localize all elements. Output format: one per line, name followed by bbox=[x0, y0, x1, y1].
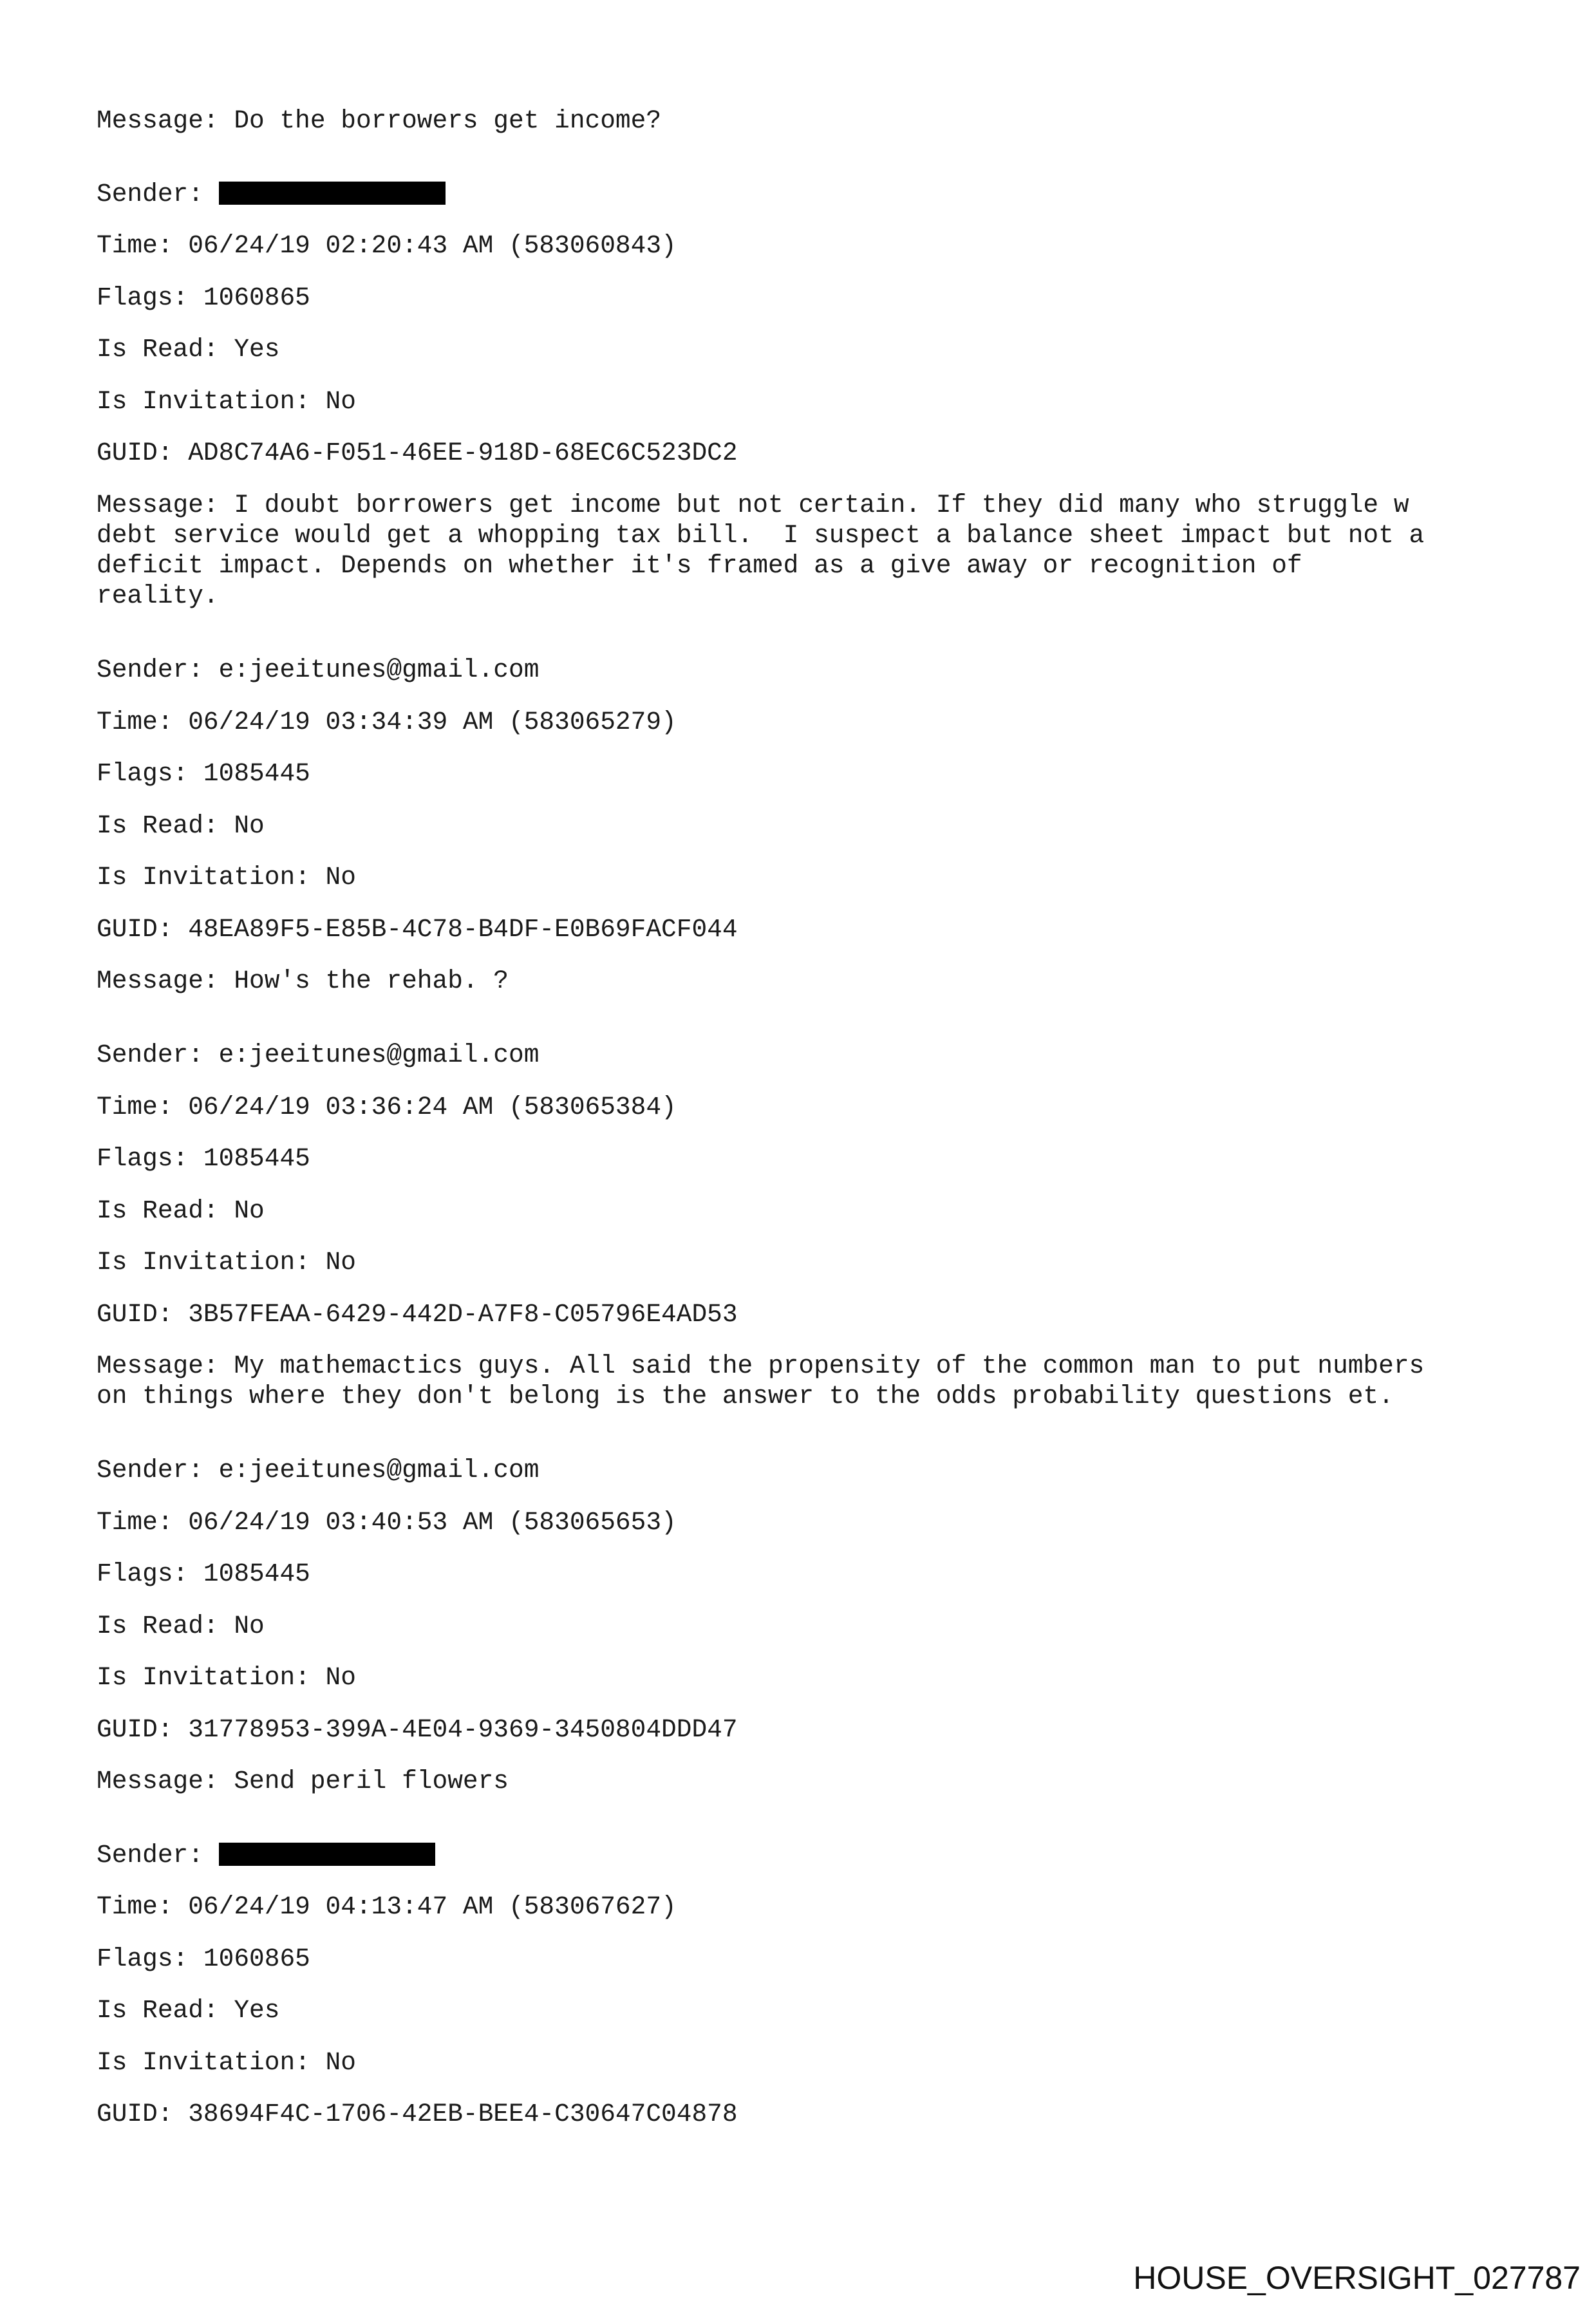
message-text: debt service would get a whopping tax bill. I suspect a balance sheet impact but not a bbox=[97, 521, 1425, 550]
sender-line bbox=[97, 179, 446, 209]
sender-line: Sender: e:jeeitunes@gmail.com bbox=[97, 1456, 540, 1485]
guid-line: GUID: 48EA89F5-E85B-4C78-B4DF-E0B69FACF044 bbox=[97, 915, 738, 944]
is-invitation-line: Is Invitation: No bbox=[97, 2048, 356, 2077]
time-line: Time: 06/24/19 03:36:24 AM (583065384) bbox=[97, 1093, 677, 1122]
is-read-line: Is Read: No bbox=[97, 811, 265, 840]
message-text: deficit impact. Depends on whether it's framed as a give away or recognition of bbox=[97, 551, 1302, 580]
is-invitation-line: Is Invitation: No bbox=[97, 1663, 356, 1692]
message-text: Message: Send peril flowers bbox=[97, 1767, 509, 1796]
time-line: Time: 06/24/19 02:20:43 AM (583060843) bbox=[97, 231, 677, 260]
flags-line: Flags: 1085445 bbox=[97, 1144, 310, 1173]
flags-line: Flags: 1060865 bbox=[97, 283, 310, 312]
message-text: Message: How's the rehab. ? bbox=[97, 966, 509, 995]
time-line: Time: 06/24/19 03:40:53 AM (583065653) bbox=[97, 1508, 677, 1537]
guid-line: GUID: AD8C74A6-F051-46EE-918D-68EC6C523DC2 bbox=[97, 438, 738, 467]
time-line: Time: 06/24/19 04:13:47 AM (583067627) bbox=[97, 1892, 677, 1921]
message-text: Message: Do the borrowers get income? bbox=[97, 106, 662, 135]
message-text: reality. bbox=[97, 581, 219, 610]
message-text: on things where they don't belong is the answer to the odds probability questions et. bbox=[97, 1382, 1394, 1411]
guid-line: GUID: 3B57FEAA-6429-442D-A7F8-C05796E4AD53 bbox=[97, 1300, 738, 1329]
sender-line: Sender: e:jeeitunes@gmail.com bbox=[97, 655, 540, 684]
flags-line: Flags: 1085445 bbox=[97, 759, 310, 788]
message-text: Message: I doubt borrowers get income but not certain. If they did many who struggle w bbox=[97, 491, 1409, 520]
sender-label: Sender: bbox=[97, 1841, 219, 1870]
is-read-line: Is Read: Yes bbox=[97, 335, 280, 364]
flags-line: Flags: 1085445 bbox=[97, 1559, 310, 1588]
redaction-bar bbox=[219, 1843, 435, 1866]
is-invitation-line: Is Invitation: No bbox=[97, 863, 356, 892]
redaction-bar bbox=[219, 182, 446, 205]
is-read-line: Is Read: Yes bbox=[97, 1996, 280, 2025]
sender-line bbox=[97, 1840, 435, 1870]
guid-line: GUID: 38694F4C-1706-42EB-BEE4-C30647C04878 bbox=[97, 2100, 738, 2129]
flags-line: Flags: 1060865 bbox=[97, 1944, 310, 1973]
sender-label: Sender: bbox=[97, 180, 219, 209]
message-text: Message: My mathemactics guys. All said the propensity of the common man to put numbers bbox=[97, 1351, 1425, 1380]
is-read-line: Is Read: No bbox=[97, 1196, 265, 1225]
sender-line: Sender: e:jeeitunes@gmail.com bbox=[97, 1040, 540, 1069]
is-invitation-line: Is Invitation: No bbox=[97, 1248, 356, 1277]
is-invitation-line: Is Invitation: No bbox=[97, 387, 356, 416]
is-read-line: Is Read: No bbox=[97, 1612, 265, 1640]
guid-line: GUID: 31778953-399A-4E04-9369-3450804DDD47 bbox=[97, 1715, 738, 1744]
bates-number: HOUSE_OVERSIGHT_027787 bbox=[1133, 2260, 1581, 2296]
time-line: Time: 06/24/19 03:34:39 AM (583065279) bbox=[97, 708, 677, 737]
